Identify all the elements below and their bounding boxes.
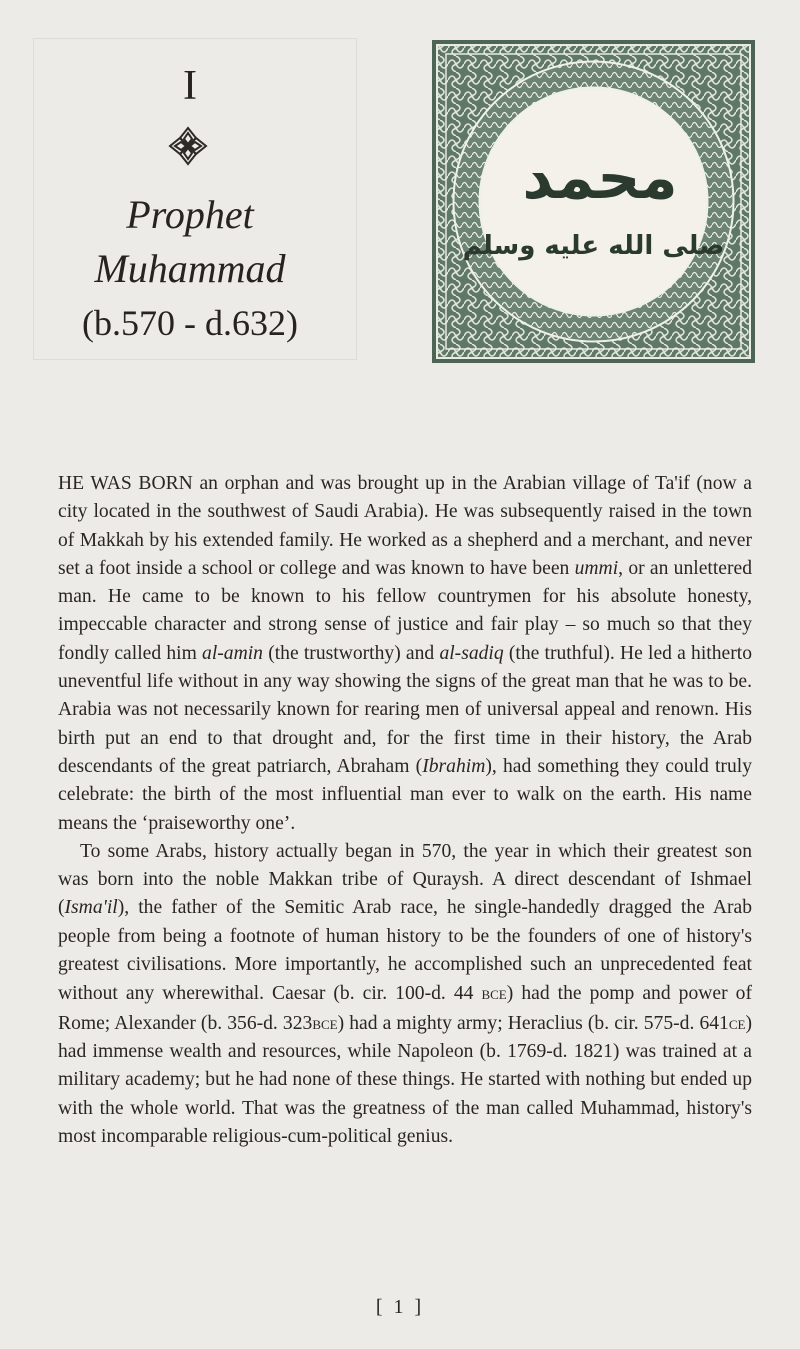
term: al-sadiq [439, 642, 504, 664]
chapter-dates: (b.570 - d.632) [82, 303, 298, 343]
term: al-amin [202, 642, 263, 664]
era-abbr: ce [728, 1012, 746, 1033]
era-abbr: bce [481, 983, 507, 1004]
calligraphy-plate [432, 40, 755, 363]
lead-in: HE WAS BORN [58, 473, 193, 494]
term: Isma'il [64, 897, 118, 919]
svg-text:صلى الله عليه وسلم: صلى الله عليه وسلم [462, 231, 725, 261]
chapter-number: I [183, 63, 197, 109]
paragraph: To some Arabs, history actually began in 570, the year in which their greatest son was born into the noble Makkan tribe of Quraysh. A direct descendant of Ishmael (Isma'il), the father of the Semitic Arab race, he single-handedly dragged the Arab people from being a footnote of human history to be the founders of one of history's greatest civilisations. More importantly, he accomplished such an unprecedented feat without any wherewithal. Caesar (b. cir. 100-d. 44 bce) had the pomp and power of Rome; Alexander (b. 356-d. 323bce) had a mighty army; Heraclius (b. cir. 575-d. 641ce) had immense wealth and resources, while Napoleon (b. 1769-d. 1821) was trained at a military academy; but he had none of these things. He started with nothing but ended up with the whole world. That was the greatness of the man called Muhammad, history's most incomparable religious-cum-political genius. [58, 840, 752, 1147]
body-text [58, 470, 752, 1151]
chapter-title [40, 188, 340, 296]
quatrefoil-ornament-icon [166, 124, 210, 168]
paragraph: HE WAS BORN an orphan and was brought up in the Arabian village of Ta'if (now a city located in the southwest of Saudi Arabia). He was subsequently raised in the town of Makkah by his extended family. He worked as a shepherd and a merchant, and never set a foot inside a school or college and was known to have been ummi, or an unlettered man. He came to be known to his fellow countrymen for his absolute honesty, impeccable character and strong sense of justice and fair play – so much so that they fondly called him al-amin (the trustworthy) and al-sadiq (the truthful). He led a hitherto uneventful life without in any way showing the signs of the great man that he was to be. Arabia was not necessarily known for rearing men of universal appeal and renown. His birth put an end to that drought and, for the first time in their history, the Arab descendants of the great patriarch, Abraham (Ibrahim), had something they could truly celebrate: the birth of the most influential man ever to walk on the earth. His name means the ‘praiseworthy one’. [58, 473, 753, 834]
chapter-title-line1: Prophet [126, 192, 254, 237]
term: ummi [574, 557, 619, 579]
term: Ibrahim [422, 755, 486, 777]
era-abbr: bce [312, 1012, 338, 1033]
svg-text:محمد: محمد [522, 143, 678, 213]
page-number: [ 1 ] [375, 1296, 425, 1318]
chapter-title-line2: Muhammad [94, 246, 286, 291]
